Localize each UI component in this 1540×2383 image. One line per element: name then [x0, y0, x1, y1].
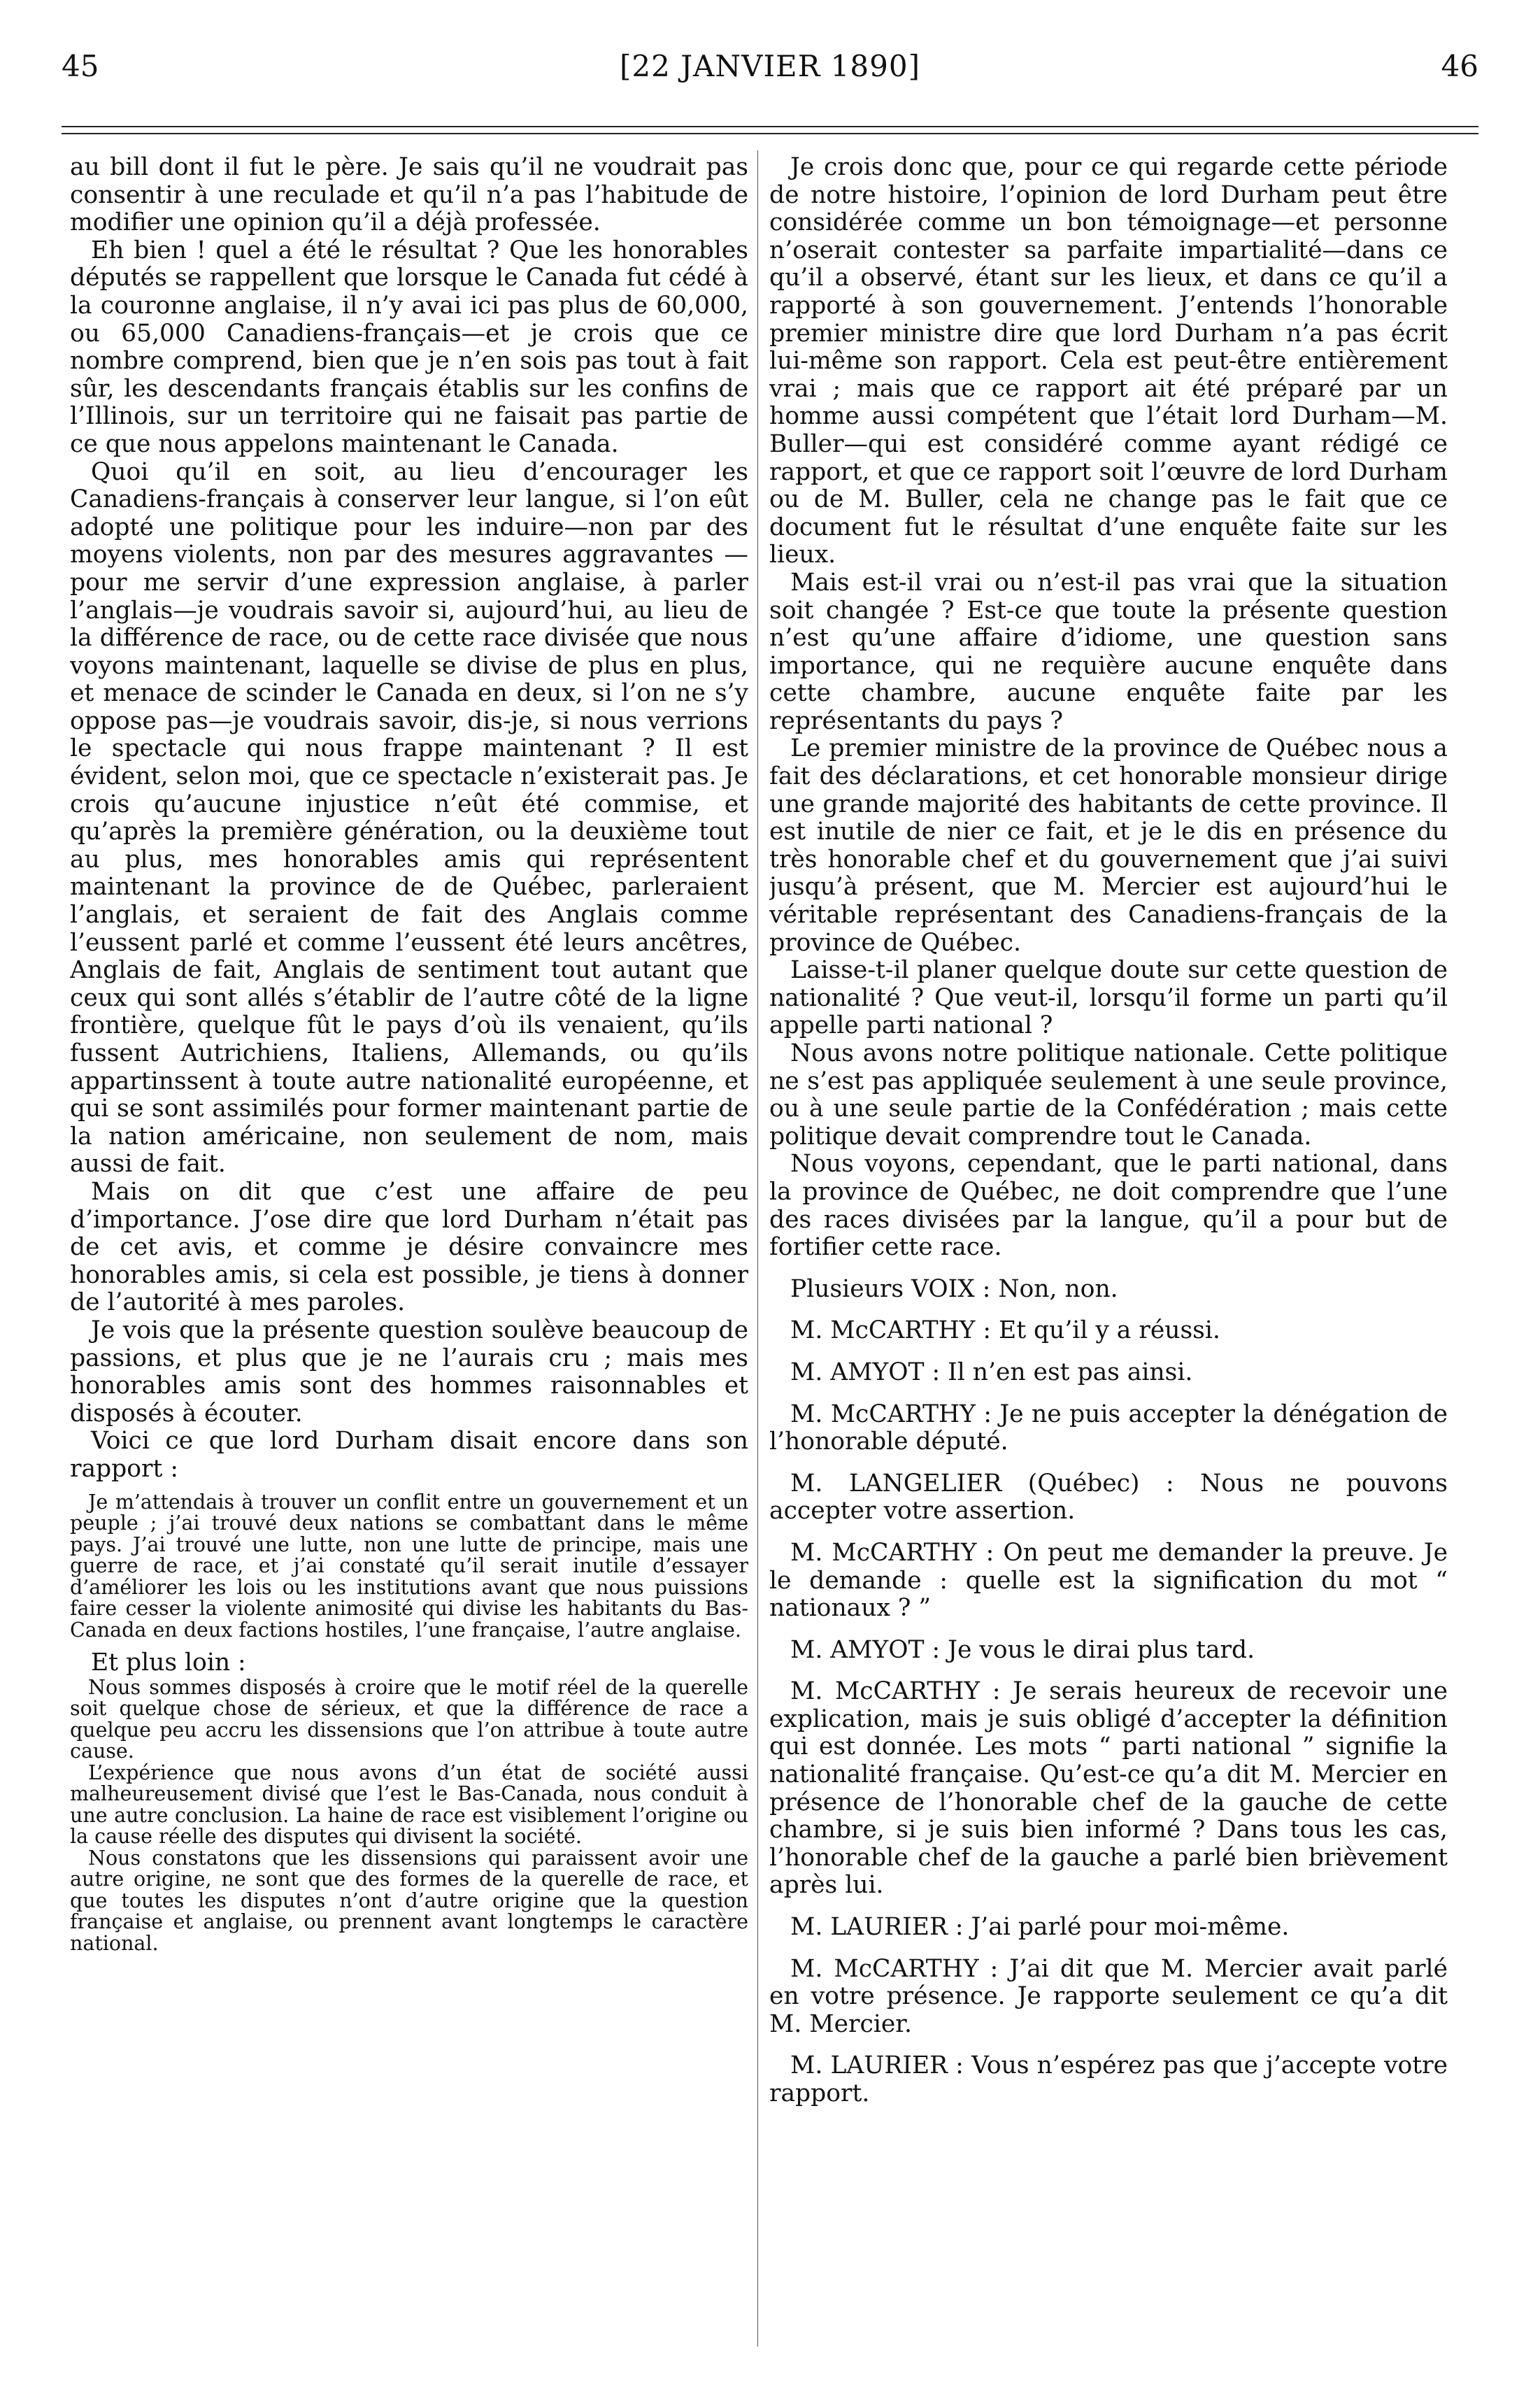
paragraph: Nous voyons, cependant, que le parti national, dans la province de Québec, ne doit comprendre que l’une des races divisées par la langue, qu’il a pour but de fortifier cette race. — [769, 1150, 1448, 1262]
speech-line: M. McCARTHY : On peut me demander la preuve. Je le demande : quelle est la signification du mot “ nationaux ? ” — [769, 1538, 1448, 1623]
speech-line: Plusieurs VOIX : Non, non. — [790, 1274, 1118, 1303]
speech-line: M. McCARTHY : Et qu’il y a réussi. — [790, 1316, 1220, 1345]
speech-line: M. LANGELIER (Québec) : Nous ne pouvons accepter votre assertion. — [769, 1469, 1448, 1525]
paragraph: Quoi qu’il en soit, au lieu d’encourager les Canadiens-français à conserver leur langue, si l’on eût adopté une politique pour les induire—non par des moyens violents, non par des mesures aggravantes —pour me servir d’une expression anglaise, à parler l’anglais—je voudrais savoir si, aujourd’hui, au lieu de la différence de race, ou de cette race divisée que nous voyons maintenant, laquelle se divise de plus en plus, et menace de scinder le Canada en deux, si l’on ne s’y oppose pas—je voudrais savoir, dis-je, si nous verrions le spectacle qui nous frappe maintenant ? Il est évident, selon moi, que ce spectacle n’existerait pas. Je crois qu’aucune injustice n’eût été commise, et qu’après la première génération, ou la deuxième tout au plus, mes honorables amis qui représentent maintenant la province de de Québec, parleraient l’anglais, et seraient de fait des Anglais comme l’eussent parlé et comme l’eussent été leurs ancêtres, Anglais de fait, Anglais de sentiment tout autant que ceux qui sont allés s’établir de l’autre côté de la ligne frontière, quelque fût le pays d’où ils venaient, qu’ils fussent Autrichiens, Italiens, Allemands, ou qu’ils appartinssent à toute autre nationalité européenne, et qui se sont assimilés pour former maintenant partie de la nation américaine, non seulement de nom, mais aussi de fait. — [70, 457, 748, 1179]
quotation: Nous constatons que les dissensions qui paraissent avoir une autre origine, ne sont que des formes de la querelle de race, et que toutes les disputes n’ont d’autre origine que la question française et anglaise, ou prennent avant longtemps le caractère national. — [70, 1846, 748, 1955]
speech-line: M. LAURIER : J’ai parlé pour moi-même. — [790, 1913, 1290, 1942]
speech-line: M. McCARTHY : Je ne puis accepter la dénégation de l’honorable député. — [769, 1400, 1448, 1456]
page-date: [22 JANVIER 1890] — [620, 49, 920, 83]
speech-line: M. LAURIER : Vous n’espérez pas que j’accepte votre rapport. — [769, 2051, 1448, 2107]
quotation: Je m’attendais à trouver un conflit entre un gouvernement et un peuple ; j’ai trouvé deux nations se combattant dans le même pays. J’ai trouvé une lutte, non une lutte de principe, mais une guerre de race, et j’ai constaté qu’il serait inutile d’essayer d’améliorer les lois ou les institutions avant que nous puissions faire cesser la violente animosité qui divise les habitants du Bas-Canada en deux factions hostiles, l’une française, l’autre anglaise. — [70, 1490, 748, 1642]
header-rule-top — [62, 126, 1478, 127]
quotation: Nous sommes disposés à croire que le motif réel de la querelle soit quelque chose de sérieux, et que la différence de race a quelque peu accru les dissensions que l’on attribue à toute autre cause. — [70, 1675, 748, 1763]
header-rule-bottom — [62, 133, 1478, 134]
paragraph: Mais est-il vrai ou n’est-il pas vrai que la situation soit changée ? Est-ce que toute la présente question n’est qu’une affaire d’idiome, une question sans importance, qui ne requière aucune enquête dans cette chambre, aucune enquête faite par les représentants du pays ? — [769, 568, 1448, 735]
paragraph: au bill dont il fut le père. Je sais qu’il ne voudrait pas consentir à une reculade et qu’il n’a pas l’habitude de modifier une opinion qu’il a déjà professée. — [70, 154, 748, 237]
right-column — [769, 154, 1448, 2350]
speech-line: M. McCARTHY : Je serais heureux de recevoir une explication, mais je suis obligé d’accepter la définition qui est donnée. Les mots “ parti national ” signifie la nationalité française. Qu’est-ce qu’a dit M. Mercier en présence de l’honorable chef de la gauche de cette chambre, si je suis bien informé ? Dans tous les cas, l’honorable chef de la gauche a parlé bien brièvement après lui. — [769, 1677, 1448, 1900]
speech-line: M. AMYOT : Je vous le dirai plus tard. — [790, 1635, 1255, 1664]
paragraph: Et plus loin : — [91, 1649, 246, 1677]
left-column — [70, 154, 748, 2350]
page-number-right: 46 — [1441, 49, 1478, 83]
paragraph: Je crois donc que, pour ce qui regarde cette période de notre histoire, l’opinion de lord Durham peut être considérée comme un bon témoignage—et personne n’oserait contester sa parfaite impartialité—dans ce qu’il a observé, étant sur les lieux, et dans ce qu’il a rapporté à son gouvernement. J’entends l’honorable premier ministre dire que lord Durham n’a pas écrit lui-même son rapport. Cela est peut-être entièrement vrai ; mais que ce rapport ait été préparé par un homme aussi compétent que l’était lord Durham—M. Buller—qui est considéré comme ayant rédigé ce rapport, et que ce rapport soit l’œuvre de lord Durham ou de M. Buller, cela ne change pas le fait que ce document fut le résultat d’une enquête faite sur les lieux. — [769, 154, 1448, 569]
column-divider — [757, 150, 758, 2347]
page-number-left: 45 — [62, 49, 99, 83]
paragraph: Nous avons notre politique nationale. Cette politique ne s’est pas appliquée seulement à une seule province, ou à une seule partie de la Confédération ; mais cette politique devait comprendre tout le Canada. — [769, 1039, 1448, 1151]
paragraph: Je vois que la présente question soulève beaucoup de passions, et plus que je ne l’aurais cru ; mais mes honorables amis sont des hommes raisonnables et disposés à écouter. — [70, 1316, 748, 1428]
paragraph: Le premier ministre de la province de Québec nous a fait des déclarations, et cet honorable monsieur dirige une grande majorité des habitants de cette province. Il est inutile de nier ce fait, et je le dis en présence du très honorable chef et du gouvernement que j’ai suivi jusqu’à présent, que M. Mercier est aujourd’hui le véritable représentant des Canadiens-français de la province de Québec. — [769, 734, 1448, 957]
page-header — [62, 49, 1478, 91]
speech-line: M. McCARTHY : J’ai dit que M. Mercier avait parlé en votre présence. Je rapporte seulement ce qu’a dit M. Mercier. — [769, 1954, 1448, 2038]
paragraph: Mais on dit que c’est une affaire de peu d’importance. J’ose dire que lord Durham n’était pas de cet avis, et comme je désire convaincre mes honorables amis, si cela est possible, je tiens à donner de l’autorité à mes paroles. — [70, 1177, 748, 1317]
speech-line: M. AMYOT : Il n’en est pas ainsi. — [790, 1358, 1193, 1386]
paragraph: Voici ce que lord Durham disait encore dans son rapport : — [70, 1427, 748, 1483]
quotation: L’expérience que nous avons d’un état de société aussi malheureusement divisé que l’est le Bas-Canada, nous conduit à une autre conclusion. La haine de race est visiblement l’origine ou la cause réelle des disputes qui divisent la société. — [70, 1760, 748, 1849]
paragraph: Eh bien ! quel a été le résultat ? Que les honorables députés se rappellent que lorsque le Canada fut cédé à la couronne anglaise, il n’y avai ici pas plus de 60,000, ou 65,000 Canadiens-français—et je crois que ce nombre comprend, bien que je n’en sois pas tout à fait sûr, les descendants français établis sur les confins de l’Illinois, sur un territoire qui ne faisait pas partie de ce que nous appelons maintenant le Canada. — [70, 236, 748, 458]
paragraph: Laisse-t-il planer quelque doute sur cette question de nationalité ? Que veut-il, lorsqu’il forme un parti qu’il appelle parti national ? — [769, 956, 1448, 1040]
